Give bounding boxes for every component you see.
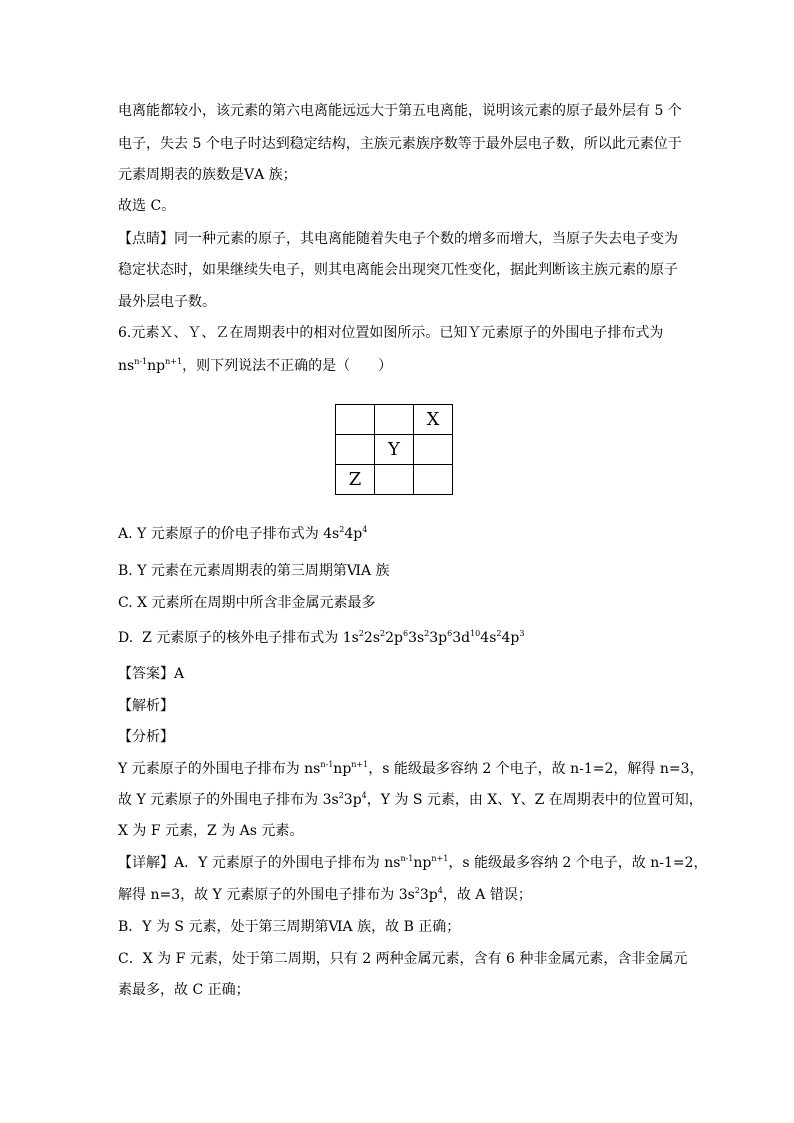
text-line: 【点睛】同一种元素的原子，其电离能随着失电子个数的增多而增大，当原子失去电子变为 — [118, 231, 678, 247]
question-6-title: 6.元素Ｘ、Ｙ、Ｚ在周期表中的相对位置如图所示。已知Ｙ元素原子的外围电子排布式为 — [118, 325, 664, 341]
text-line: 故选 C。 — [118, 198, 176, 214]
grid-cell-y: Y — [375, 435, 414, 465]
analysis-line: X 为 F 元素，Z 为 As 元素。 — [118, 823, 304, 839]
analysis-subheader: 【分析】 — [118, 729, 174, 745]
detail-line: 【详解】A．Y 元素原子的外围电子排布为 $ns^{n-1}np^{n+1}$，s 能级最多容纳 2 个电子，故 n-1=2， — [118, 854, 708, 871]
option-b: B. Y 元素在元素周期表的第三周期第ⅥA 族 — [118, 563, 390, 579]
option-d: D. Z 元素原子的核外电子排布式为 $1s^22s^22p^63s^23p^63d^{10}4s^24p^3$ — [118, 629, 525, 646]
question-6-stem: $ns^{n-1}np^{n+1}$，则下列说法不正确的是（ ） — [118, 357, 393, 374]
grid-cell — [414, 435, 453, 465]
analysis-header: 【解析】 — [118, 698, 174, 714]
periodic-position-grid — [335, 404, 453, 495]
answer: 【答案】A — [118, 666, 185, 682]
grid-cell — [414, 465, 453, 495]
option-c: C. X 元素所在周期中所含非金属元素最多 — [118, 595, 376, 611]
grid-cell-x: X — [414, 405, 453, 435]
detail-line: B．Y 为 S 元素，处于第三周期第ⅥA 族，故 B 正确； — [118, 919, 461, 935]
text-line: 电子，失去 5 个电子时达到稳定结构，主族元素族序数等于最外层电子数，所以此元素位于 — [118, 136, 682, 152]
analysis-line: 故 Y 元素原子的外围电子排布为 $3s^23p^4$，Y 为 S 元素，由 X、Y、Z 在周期表中的位置可知， — [118, 791, 703, 808]
text-line: 电离能都较小，该元素的第六电离能远远大于第五电离能，说明该元素的原子最外层有 5 个 — [118, 103, 682, 119]
detail-line: C．X 为 F 元素，处于第二周期，只有 2 两种金属元素，含有 6 种非金属元素，含非金属元 — [118, 951, 688, 967]
analysis-line: Y 元素原子的外围电子排布为 $ns^{n-1}np^{n+1}$，s 能级最多容纳 2 个电子，故 n-1=2，解得 n=3， — [118, 760, 704, 777]
grid-cell — [375, 465, 414, 495]
text-line: 最外层电子数。 — [118, 294, 216, 310]
text-line: 元素周期表的族数是ⅤA 族； — [118, 167, 297, 183]
grid-cell — [375, 405, 414, 435]
grid-cell — [336, 435, 375, 465]
grid-cell — [336, 405, 375, 435]
option-a: A. Y 元素原子的价电子排布式为 $4s^24p^4$ — [118, 525, 368, 542]
detail-line: 解得 n=3，故 Y 元素原子的外围电子排布为 $3s^23p^4$，故 A 错误； — [118, 886, 532, 903]
detail-line: 素最多，故 C 正确； — [118, 982, 250, 998]
text-line: 稳定状态时，如果继续失电子，则其电离能会出现突兀性变化，据此判断该主族元素的原子 — [118, 262, 678, 278]
grid-cell-z: Z — [336, 465, 375, 495]
